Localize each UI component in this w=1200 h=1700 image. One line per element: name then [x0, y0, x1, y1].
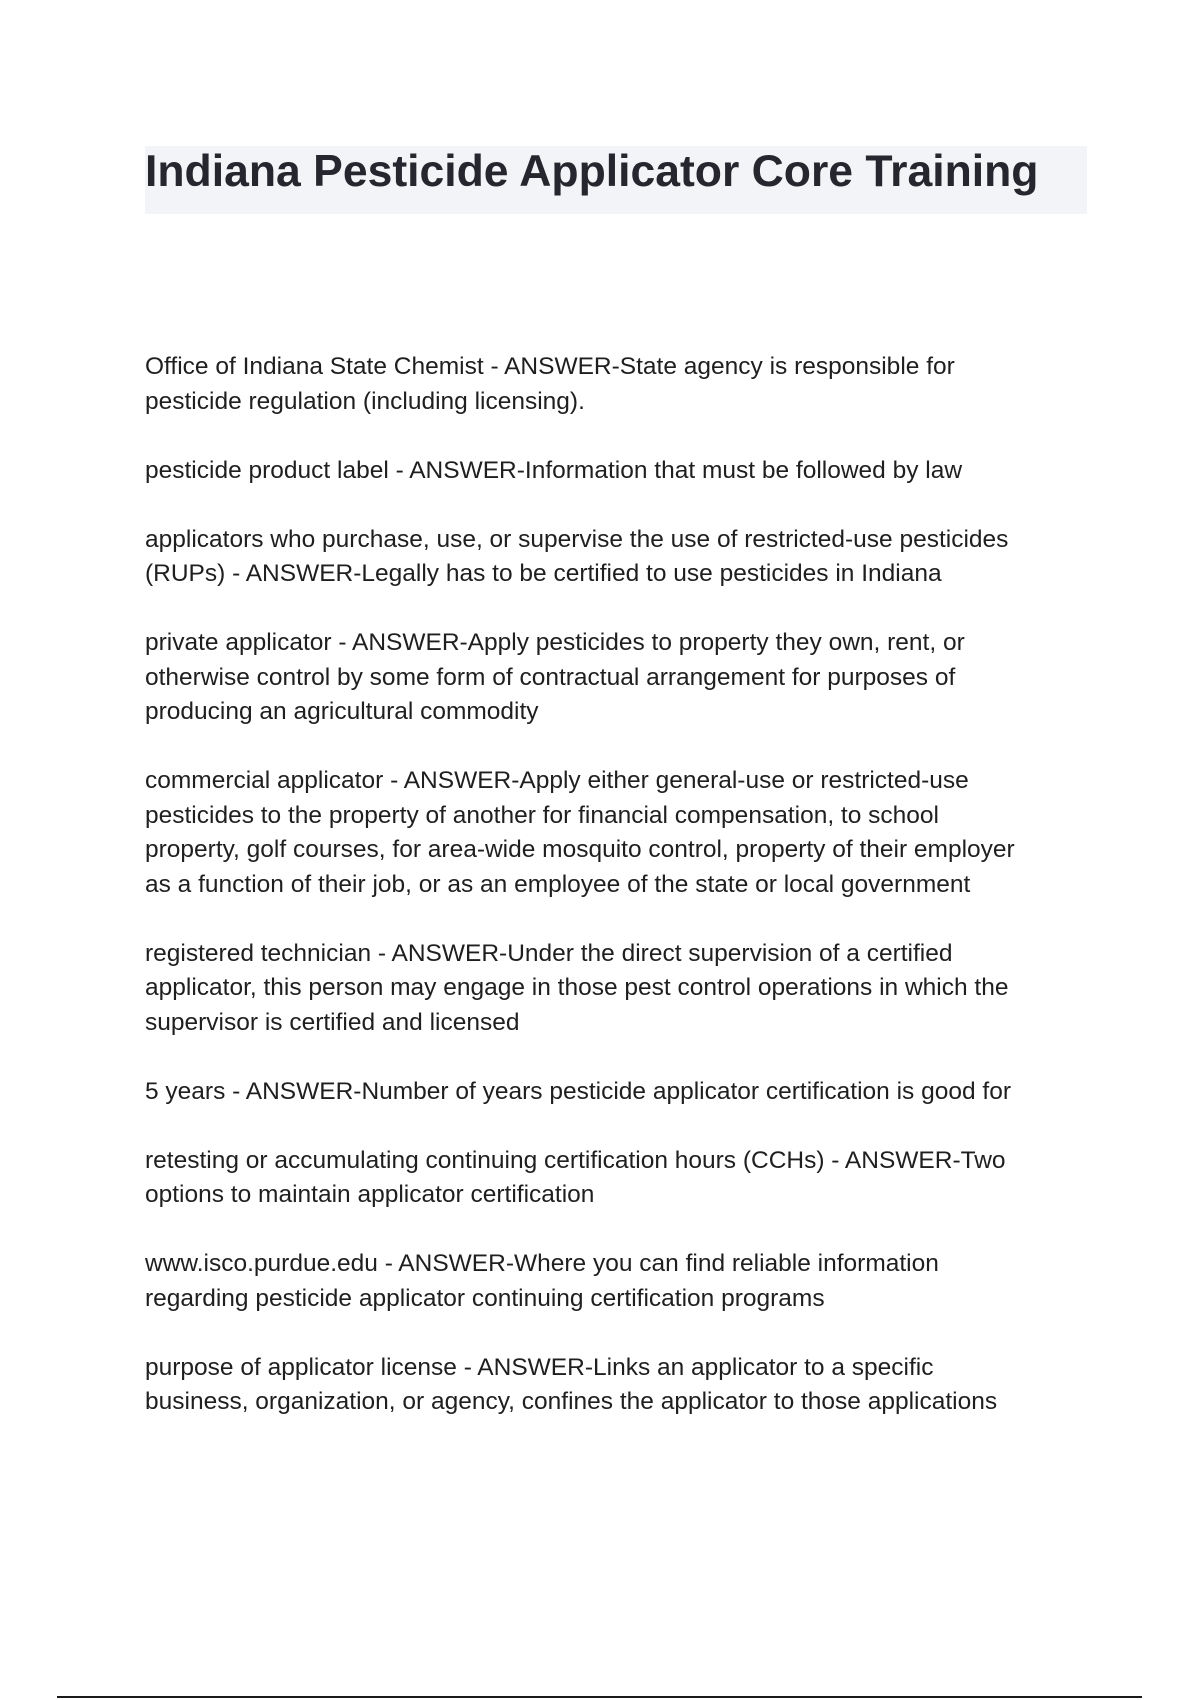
qa-entry-isco-website	[145, 1247, 1085, 1316]
text-line: Office of Indiana State Chemist - ANSWER-State agency is responsible for	[145, 353, 955, 380]
text-line: registered technician - ANSWER-Under the direct supervision of a certified	[145, 939, 953, 967]
text-line: applicator, this person may engage in those pest control operations in which the	[145, 974, 1009, 1001]
qa-entry-commercial-applicator	[145, 764, 1085, 902]
footer-divider	[57, 1696, 1142, 1698]
qa-entry-product-label	[145, 454, 1085, 489]
qa-list	[145, 350, 1085, 1454]
qa-entry-registered-technician	[145, 937, 1085, 1041]
text-line: options to maintain applicator certification	[145, 1181, 595, 1208]
text-line: www.isco.purdue.edu - ANSWER-Where you can find reliable information	[145, 1250, 939, 1277]
text-line: private applicator - ANSWER-Apply pesticides to property they own, rent, or	[145, 629, 965, 656]
page-title: Indiana Pesticide Applicator Core Training	[145, 147, 1039, 196]
title-block	[145, 146, 1087, 214]
qa-entry-rup-applicators	[145, 523, 1085, 592]
qa-entry-applicator-license	[145, 1351, 1085, 1420]
text-line: pesticides to the property of another for financial compensation, to school	[145, 801, 939, 829]
text-line: applicators who purchase, use, or supervise the use of restricted-use pesticides	[145, 525, 1009, 553]
text-line: regarding pesticide applicator continuing certification programs	[145, 1284, 825, 1312]
text-line: purpose of applicator license - ANSWER-Links an applicator to a specific	[145, 1353, 934, 1381]
qa-entry-certification-years	[145, 1075, 1085, 1110]
qa-entry-state-chemist	[145, 350, 1085, 419]
text-line: 5 years - ANSWER-Number of years pesticide applicator certification is good for	[145, 1077, 1012, 1105]
text-line: (RUPs) - ANSWER-Legally has to be certified to use pesticides in Indiana	[145, 560, 942, 587]
text-line: retesting or accumulating continuing certification hours (CCHs) - ANSWER-Two	[145, 1146, 1006, 1174]
text-line: pesticide product label - ANSWER-Information that must be followed by law	[145, 456, 963, 484]
text-line: producing an agricultural commodity	[145, 698, 539, 725]
qa-entry-maintain-certification	[145, 1144, 1085, 1213]
text-line: otherwise control by some form of contractual arrangement for purposes of	[145, 663, 956, 691]
text-line: business, organization, or agency, confines the applicator to those applications	[145, 1388, 998, 1415]
text-line: as a function of their job, or as an employee of the state or local government	[145, 870, 971, 898]
text-line: supervisor is certified and licensed	[145, 1008, 520, 1036]
text-line: property, golf courses, for area-wide mosquito control, property of their employer	[145, 836, 1015, 863]
text-line: pesticide regulation (including licensing).	[145, 387, 585, 415]
text-line: commercial applicator - ANSWER-Apply either general-use or restricted-use	[145, 767, 969, 794]
qa-entry-private-applicator	[145, 626, 1085, 730]
